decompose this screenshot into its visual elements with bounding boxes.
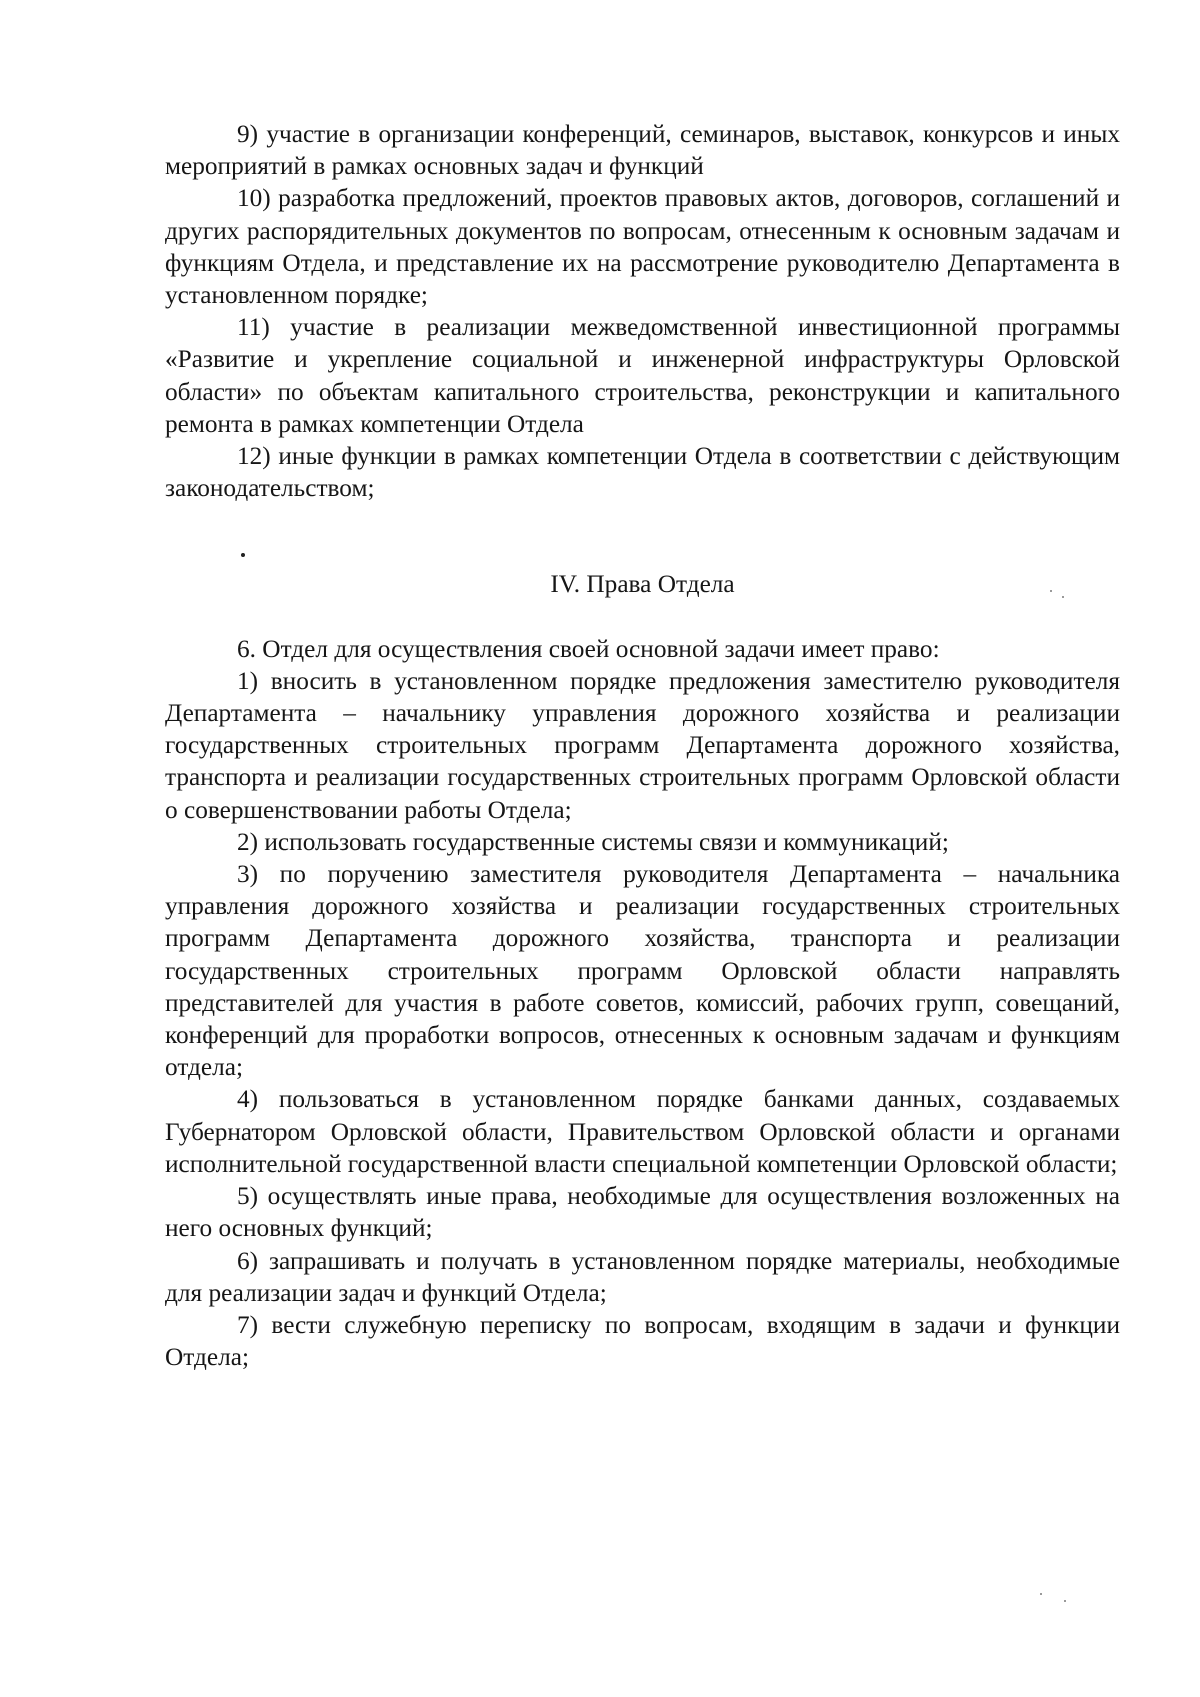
scan-speck (1040, 1593, 1042, 1595)
scan-speck (1064, 1600, 1066, 1602)
rights-item-5: 5) осуществлять иные права, необходимые для осуществления возложенных на него основных функций; (165, 1182, 1120, 1243)
rights-item-6: 6) запрашивать и получать в установленном порядке материалы, необходимые для реализации задач и функций Отдела; (165, 1246, 1120, 1307)
function-item-9: 9) участие в организации конференций, семинаров, выставок, конкурсов и иных мероприятий в рамках основных задач и функций (165, 120, 1120, 181)
rights-item-7: 7) вести служебную переписку по вопросам, входящим в задачи и функции Отдела; (165, 1310, 1120, 1372)
rights-intro: 6. Отдел для осуществления своей основной задачи имеет право: (237, 634, 940, 663)
rights-item-2: 2) использовать государственные системы связи и коммуникаций; (237, 827, 949, 856)
section-spacer (165, 601, 1120, 633)
rights-item-1: 1) вносить в установленном порядке предложения заместителю руководителя Департамента – начальнику управления дорожного хозяйства и реализации государственных строительных программ Департамента дорожного хозяйства, транспорта и реализации государственных строительных программ Орловской области о совершенствовании работы Отдела; (165, 666, 1120, 824)
document-page (165, 118, 1120, 1373)
function-item-11: 11) участие в реализации межведомственной инвестиционной программы «Развитие и укрепление социальной и инженерной инфраструктуры Орловской области» по объектам капитального строительства, реконструкции и капитального ремонта в рамках компетенции Отдела (165, 313, 1120, 438)
rights-item-3: 3) по поручению заместителя руководителя Департамента – начальника управления дорожного хозяйства и реализации государственных строительных программ Департамента дорожного хозяйства, транспорта и реализации государственных строительных программ Орловской области направлять представителей для участия в работе советов, комиссий, рабочих групп, совещаний, конференций для проработки вопросов, отнесенных к основным задачам и функциям отдела; (165, 860, 1120, 1082)
section-spacer (165, 504, 1120, 568)
section-heading: IV. Права Отдела (550, 570, 735, 599)
function-item-12: 12) иные функции в рамках компетенции Отдела в соответствии с действующим законодательством; (165, 442, 1120, 503)
rights-item-4: 4) пользоваться в установленном порядке банками данных, создаваемых Губернатором Орловской области, Правительством Орловской области и органами исполнительной государственной власти специальной компетенции Орловской области; (165, 1085, 1120, 1178)
function-item-10: 10) разработка предложений, проектов правовых актов, договоров, соглашений и других распорядительных документов по вопросам, отнесенным к основным задачам и функциям Отдела, и представление их на рассмотрение руководителю Департамента в установленном порядке; (165, 184, 1120, 310)
